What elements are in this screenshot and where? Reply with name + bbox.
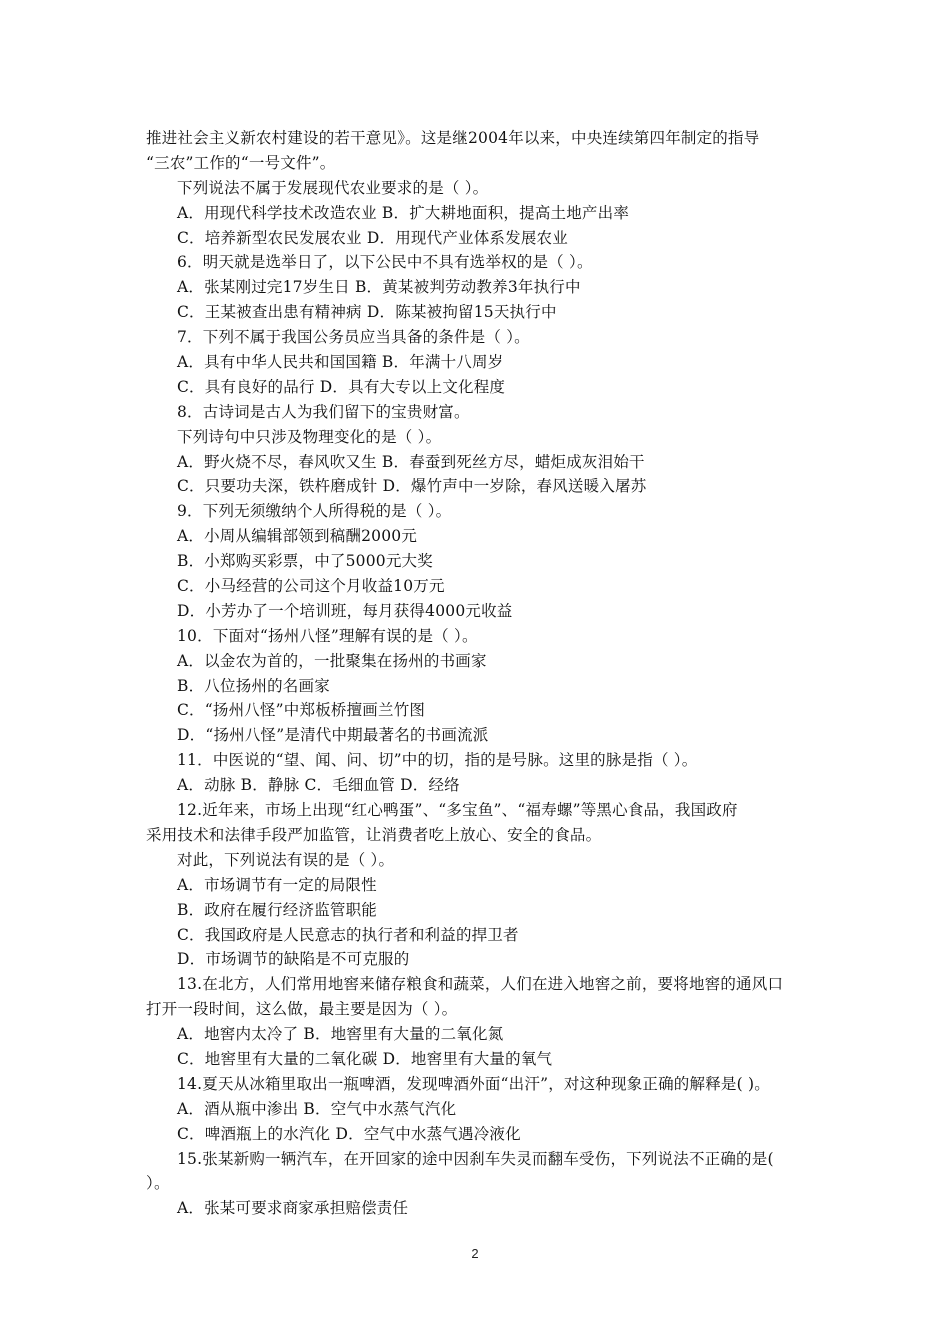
text-line: 13.在北方，人们常用地窖来储存粮食和蔬菜，人们在进入地窖之前，要将地窖的通风口 — [177, 975, 784, 994]
text-line: “三农”工作的“一号文件”。 — [146, 153, 336, 172]
text-line: D．市场调节的缺陷是不可克服的 — [177, 950, 410, 969]
text-line: 下列说法不属于发展现代农业要求的是（ ）。 — [177, 178, 489, 197]
text-line: 8．古诗词是古人为我们留下的宝贵财富。 — [177, 402, 470, 421]
text-line: C．王某被查出患有精神病 D．陈某被拘留15天执行中 — [177, 303, 557, 322]
text-line: 14.夏天从冰箱里取出一瓶啤酒，发现啤酒外面“出汗”，对这种现象正确的解释是( )。 — [177, 1074, 770, 1093]
text-line: 12.近年来，市场上出现“红心鸭蛋”、“多宝鱼”、“福寿螺”等黑心食品，我国政府 — [177, 801, 738, 820]
text-line: 推进社会主义新农村建设的若干意见》。这是继2004年以来，中央连续第四年制定的指导 — [146, 129, 760, 147]
text-line: C．“扬州八怪”中郑板桥擅画兰竹图 — [177, 701, 426, 720]
text-line: C．我国政府是人民意志的执行者和利益的捍卫者 — [177, 925, 519, 944]
text-line: A．用现代科学技术改造农业 B．扩大耕地面积，提高土地产出率 — [177, 203, 630, 222]
text-line: C．地窖里有大量的二氧化碳 D．地窖里有大量的氧气 — [177, 1049, 553, 1068]
text-line: 对此，下列说法有误的是（ ）。 — [177, 850, 395, 869]
text-line: A．张某刚过完17岁生日 B．黄某被判劳动教养3年执行中 — [177, 278, 581, 297]
text-line: 10．下面对“扬州八怪”理解有误的是（ ）。 — [177, 626, 478, 645]
text-line: 15.张某新购一辆汽车，在开回家的途中因刹车失灵而翻车受伤，下列说法不正确的是( — [177, 1149, 774, 1168]
text-line: A．具有中华人民共和国国籍 B．年满十八周岁 — [177, 353, 504, 372]
text-line: 6．明天就是选举日了，以下公民中不具有选举权的是（ ）。 — [177, 253, 593, 272]
text-line: C．只要功夫深，铁杵磨成针 D．爆竹声中一岁除，春风送暖入屠苏 — [177, 477, 647, 496]
text-line: C．小马经营的公司这个月收益10万元 — [177, 577, 445, 596]
text-line: 打开一段时间，这么做，最主要是因为（ ）。 — [146, 1000, 458, 1019]
text-line: D．“扬州八怪”是清代中期最著名的书画流派 — [177, 726, 489, 745]
text-line: A．市场调节有一定的局限性 — [177, 875, 377, 894]
text-line: ）。 — [146, 1174, 170, 1193]
text-line: A．酒从瓶中渗出 B．空气中水蒸气汽化 — [177, 1099, 457, 1118]
page-number: 2 — [471, 1246, 479, 1261]
text-line: 11．中医说的“望、闻、问、切”中的切，指的是号脉。这里的脉是指（ ）。 — [177, 751, 698, 770]
page-body — [146, 126, 826, 1221]
text-line: A．地窖内太冷了 B．地窖里有大量的二氧化氮 — [177, 1025, 504, 1044]
text-line: 9．下列无须缴纳个人所得税的是（ ）。 — [177, 502, 452, 521]
text-line: B．八位扬州的名画家 — [177, 676, 330, 695]
text-line: 下列诗句中只涉及物理变化的是（ ）。 — [177, 427, 442, 446]
text-line: C．培养新型农民发展农业 D．用现代产业体系发展农业 — [177, 228, 568, 247]
text-line: A．小周从编辑部领到稿酬2000元 — [177, 527, 418, 546]
text-line: C．啤酒瓶上的水汽化 D．空气中水蒸气遇冷液化 — [177, 1124, 521, 1143]
text-line: A．以金农为首的，一批聚集在扬州的书画家 — [177, 651, 487, 670]
text-line: B．政府在履行经济监管职能 — [177, 900, 377, 919]
text-line: A．野火烧不尽，春风吹又生 B．春蚕到死丝方尽，蜡炬成灰泪始干 — [177, 452, 645, 471]
text-line: B．小郑购买彩票，中了5000元大奖 — [177, 552, 433, 571]
text-line: D．小芳办了一个培训班，每月获得4000元收益 — [177, 601, 513, 620]
text-line: C．具有良好的品行 D．具有大专以上文化程度 — [177, 377, 506, 396]
text-line: 采用技术和法律手段严加监管，让消费者吃上放心、安全的食品。 — [146, 825, 602, 844]
text-line: 7．下列不属于我国公务员应当具备的条件是（ ）。 — [177, 328, 530, 347]
text-line: A．动脉 B．静脉 C．毛细血管 D．经络 — [177, 776, 460, 795]
text-line: A．张某可要求商家承担赔偿责任 — [177, 1199, 409, 1218]
